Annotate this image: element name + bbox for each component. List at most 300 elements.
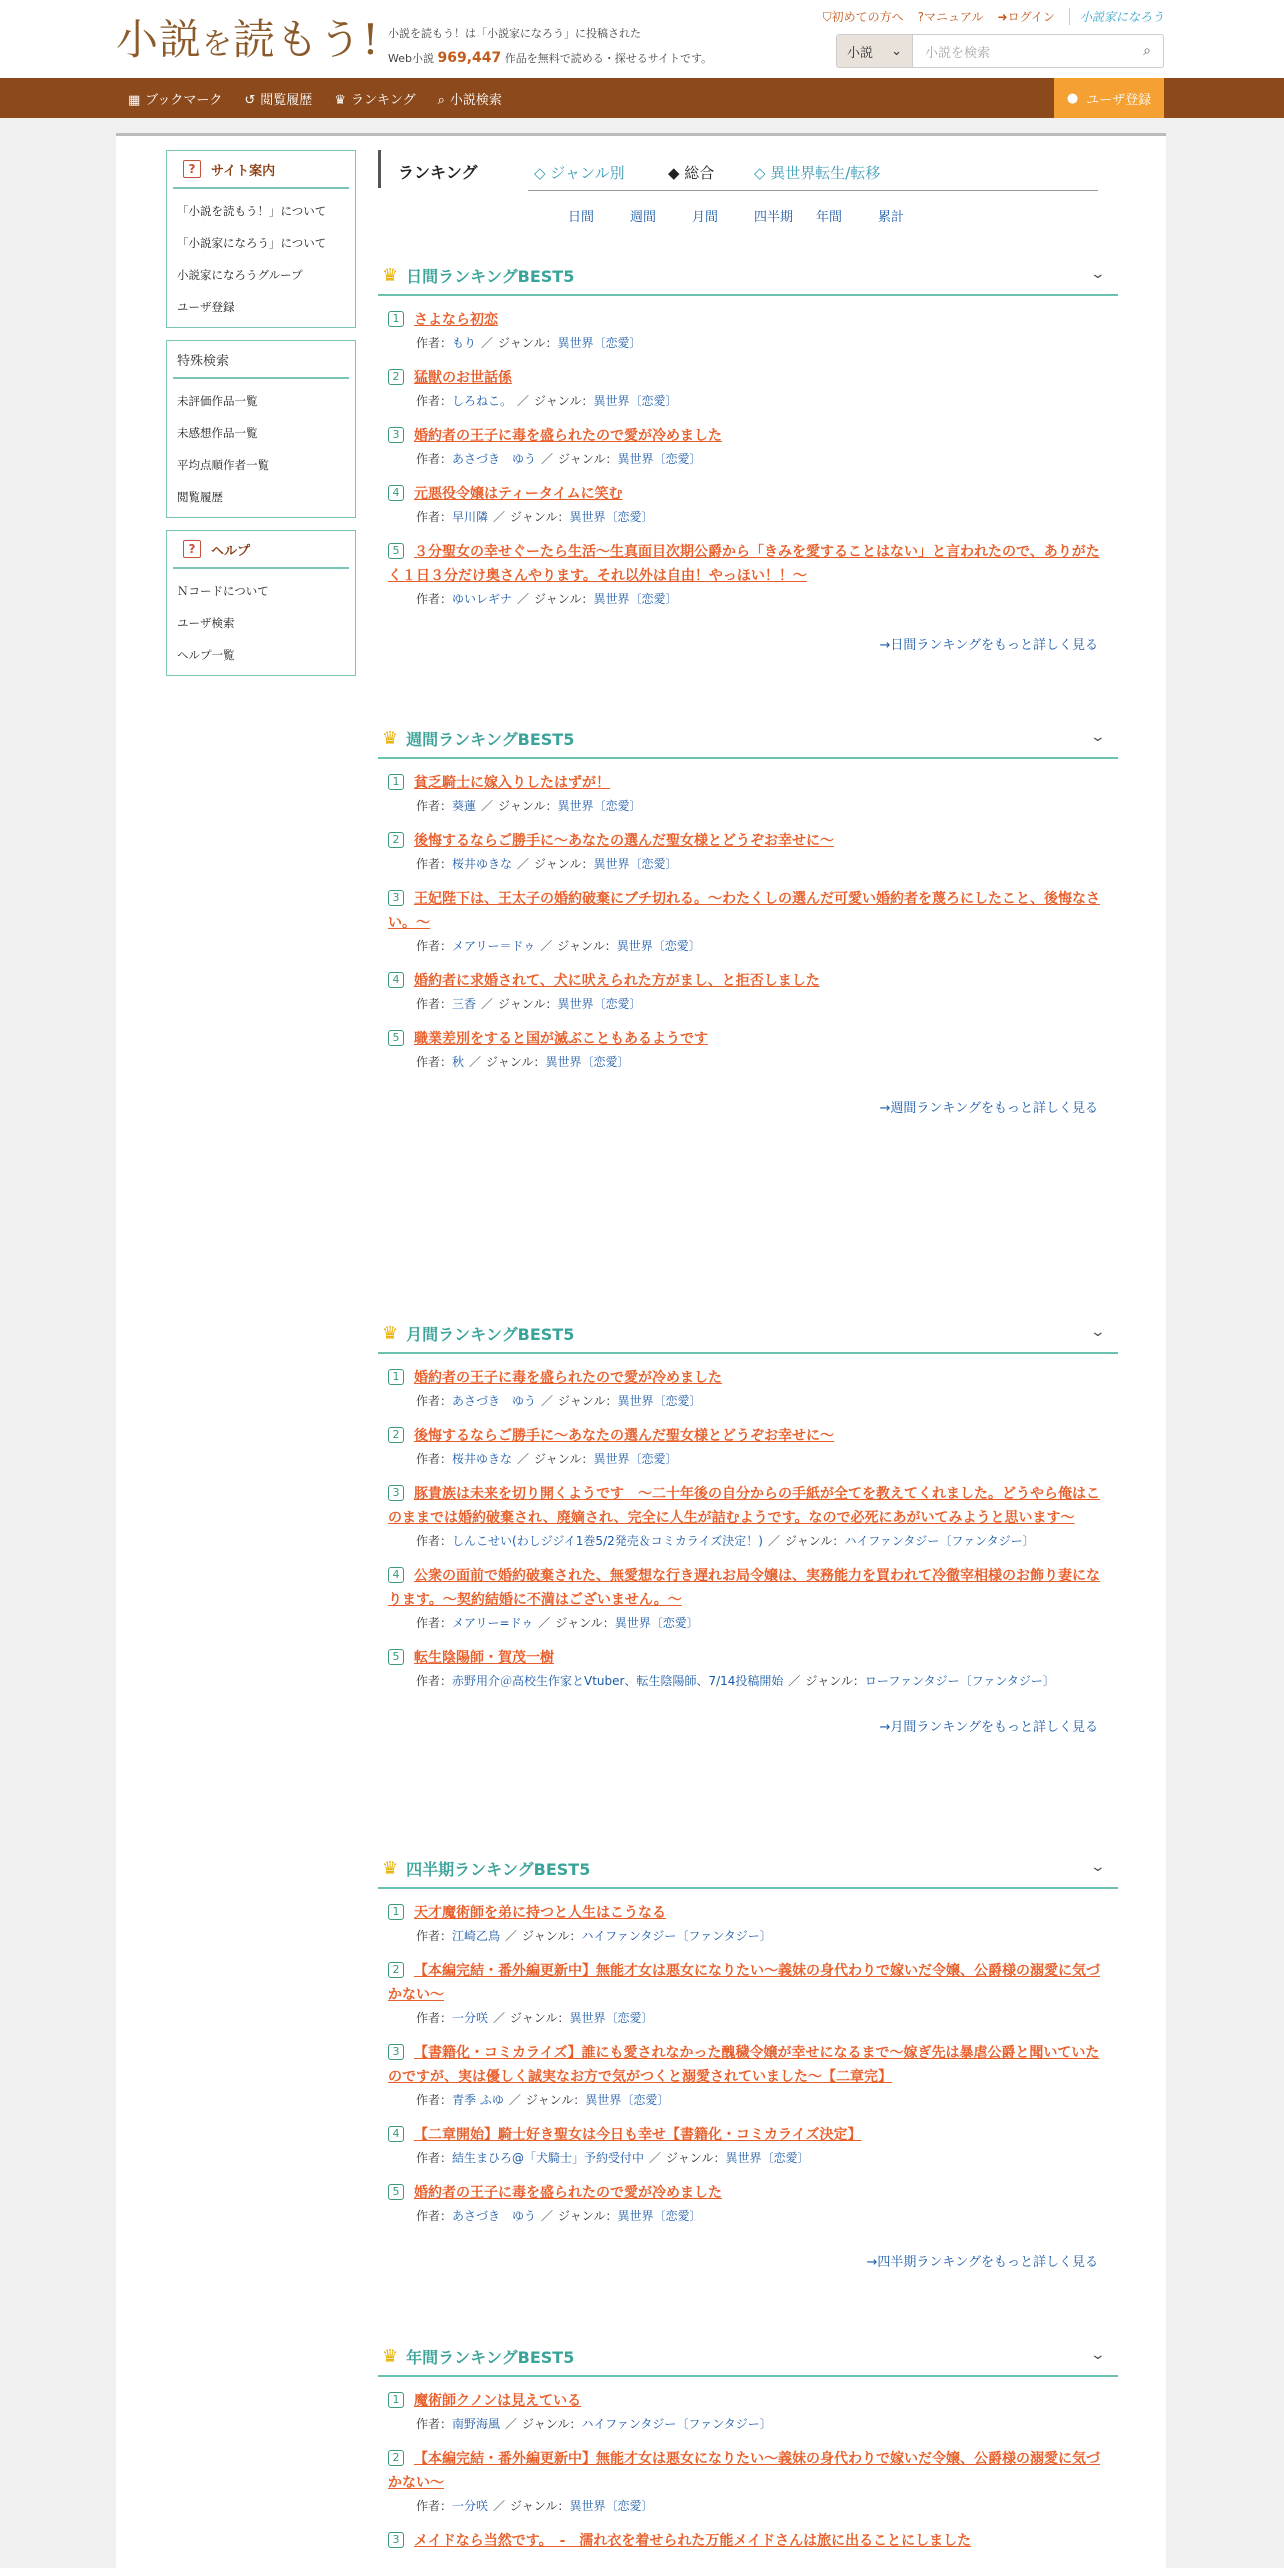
author-link[interactable]: あさづき ゆう	[452, 1394, 537, 1408]
author-label: 作者：	[416, 2011, 453, 2025]
author-label: 作者：	[416, 1929, 453, 1943]
tagline-line-2	[388, 46, 712, 71]
genre-label: ジャンル：	[522, 2417, 582, 2431]
section-title: 週間ランキングBEST5	[406, 729, 575, 749]
novel-meta	[388, 993, 1108, 1015]
ranking-item	[378, 887, 1118, 957]
section-header[interactable]	[378, 256, 1118, 296]
section-title: 月間ランキングBEST5	[406, 1324, 575, 1344]
ranking-item	[378, 1646, 1118, 1692]
bookmark-icon: ▦	[128, 92, 141, 108]
author-label: 作者：	[416, 1674, 453, 1688]
author-link[interactable]: 一分咲	[452, 2499, 489, 2513]
crown-icon: ♛	[334, 92, 346, 108]
author-label: 作者：	[416, 997, 453, 1011]
period-monthly[interactable]: 月間	[692, 210, 719, 225]
novel-title-link[interactable]: 王妃陛下は、王太子の婚約破棄にブチ切れる。～わたくしの選んだ可愛い婚約者を蔑ろにしたこと、後悔なさい。～	[388, 891, 1100, 931]
ranking-section	[378, 719, 1118, 1116]
chevron-down-icon: ⌄	[891, 43, 902, 59]
novel-title-link[interactable]: ３分聖女の幸せぐーたら生活〜生真面目次期公爵から「きみを愛することはない」と言われたので、ありがたく１日３分だけ奥さんやります。それ以外は自由！やっほい！！〜	[388, 544, 1100, 584]
novel-title-link[interactable]: 公衆の面前で婚約破棄された、無愛想な行き遅れお局令嬢は、実務能力を買われて冷徹宰相様のお飾り妻になります。～契約結婚に不満はございません。～	[388, 1568, 1100, 1608]
section-title: 四半期ランキングBEST5	[406, 1859, 591, 1879]
ranking-item	[378, 366, 1118, 412]
novel-meta	[388, 1925, 1108, 1947]
genre-label: ジャンル：	[534, 592, 594, 606]
crown-icon: ♛	[382, 264, 399, 286]
genre-link[interactable]: ハイファンタジー〔ファンタジー〕	[581, 2417, 772, 2431]
genre-label: ジャンル：	[558, 2209, 618, 2223]
genre-label: ジャンル：	[525, 2093, 586, 2107]
tab-genre[interactable]: ◇ ジャンル別	[534, 164, 625, 182]
ranking-item	[378, 2447, 1118, 2517]
ranking-item	[378, 771, 1118, 817]
separator: ／	[517, 394, 530, 408]
rank-number: 5	[388, 2184, 404, 2200]
genre-label: ジャンル：	[498, 997, 558, 1011]
novel-title-link[interactable]: 【書籍化・コミカライズ】誰にも愛されなかった醜穢令嬢が幸せになるまで〜嫁ぎ先は暴虐公爵と聞いていたのですが、実は優しく誠実なお方で気がつくと溺愛されていました〜【二章完】	[388, 2045, 1100, 2085]
author-label: 作者：	[416, 1616, 453, 1630]
author-label: 作者：	[416, 2151, 453, 2165]
ranking-item	[378, 1027, 1118, 1073]
section-header[interactable]	[378, 2337, 1118, 2377]
genre-link[interactable]: 異世界〔恋愛〕	[593, 857, 678, 871]
novel-meta	[388, 1051, 1108, 1073]
nav-bookmark-label: ブックマーク	[145, 92, 223, 108]
novel-title-link[interactable]: 転生陰陽師・賀茂一樹	[414, 1650, 554, 1666]
genre-link[interactable]: ハイファンタジー〔ファンタジー〕	[581, 1929, 772, 1943]
syosetu-logo-link[interactable]: 小説家になろう	[1069, 8, 1164, 25]
genre-link[interactable]: 異世界〔恋愛〕	[616, 939, 701, 953]
ranking-item	[378, 1959, 1118, 2029]
login-link-label: ログイン	[1007, 10, 1055, 24]
rank-number: 4	[388, 485, 404, 501]
chevron-down-icon[interactable]: ⌄	[1089, 266, 1107, 282]
question-icon: ?	[183, 160, 201, 178]
author-link[interactable]: メアリー＝ドゥ	[452, 939, 536, 953]
logo-text-1: 小説	[116, 15, 203, 64]
ranking-item	[378, 2529, 1118, 2553]
login-link[interactable]	[998, 8, 1055, 25]
period-daily[interactable]: 日間	[568, 210, 595, 225]
sidebar-guide	[166, 150, 356, 328]
search-bar	[836, 34, 1164, 68]
rank-number: 5	[388, 543, 404, 559]
separator: ／	[493, 510, 506, 524]
author-label: 作者：	[416, 857, 453, 871]
genre-label: ジャンル：	[534, 857, 594, 871]
rank-number: 3	[388, 2044, 404, 2060]
sidebar-item-avg-authors[interactable]: 平均点順作者一覧	[177, 458, 269, 472]
rank-number: 4	[388, 1567, 404, 1583]
genre-link[interactable]: 異世界〔恋愛〕	[569, 2011, 654, 2025]
novel-title-link[interactable]: 元悪役令嬢はティータイムに笑む	[414, 486, 623, 502]
separator: ／	[788, 1674, 801, 1688]
section-title: 年間ランキングBEST5	[406, 2347, 575, 2367]
novel-title-link[interactable]: 天才魔術師を弟に持つと人生はこうなる	[414, 1905, 666, 1921]
author-link[interactable]: 結生まひろ@「犬騎士」予約受付中	[452, 2151, 645, 2165]
chevron-down-icon[interactable]: ⌄	[1089, 729, 1107, 745]
more-ranking-link[interactable]: →四半期ランキングをもっと詳しく見る	[866, 2255, 1098, 2270]
genre-link[interactable]: 異世界〔恋愛〕	[614, 1616, 699, 1630]
separator: ／	[481, 799, 494, 813]
genre-label: ジャンル：	[498, 799, 558, 813]
ranking-item	[378, 1482, 1118, 1552]
novel-meta	[388, 853, 1108, 875]
sidebar-help-heading	[173, 531, 349, 569]
sidebar-item-register[interactable]: ユーザ登録	[177, 300, 235, 314]
novel-title-link[interactable]: 【本編完結・番外編更新中】無能才女は悪女になりたい～義妹の身代わりで嫁いだ令嬢、公爵様の溺愛に気づかない～	[388, 1963, 1100, 2003]
ranking-item	[378, 2181, 1118, 2227]
ranking-item	[378, 1366, 1118, 1412]
ranking-section	[378, 2337, 1118, 2553]
genre-label: ジャンル：	[534, 1452, 594, 1466]
sidebar-item-help-list[interactable]: ヘルプ一覧	[177, 648, 235, 662]
ranking-tabs	[378, 150, 1098, 188]
separator: ／	[481, 997, 494, 1011]
author-link[interactable]: 葵蓮	[452, 799, 477, 813]
rank-number: 2	[388, 369, 404, 385]
novel-meta	[388, 2089, 1108, 2111]
genre-label: ジャンル：	[510, 2499, 570, 2513]
author-link[interactable]: あさづき ゆう	[452, 2209, 537, 2223]
novel-meta	[388, 506, 1108, 528]
nav-ranking-label: ランキング	[350, 92, 416, 108]
author-link[interactable]: 南野海風	[452, 2417, 501, 2431]
separator: ／	[517, 592, 530, 606]
separator: ／	[540, 939, 553, 953]
period-links	[568, 206, 940, 225]
genre-link[interactable]: 異世界〔恋愛〕	[725, 2151, 810, 2165]
novel-title-link[interactable]: 【二章開始】騎士好き聖女は今日も幸せ【書籍化・コミカライズ決定】	[414, 2127, 862, 2143]
period-yearly[interactable]: 年間	[816, 210, 843, 225]
separator: ／	[538, 1616, 551, 1630]
sidebar-help	[166, 530, 356, 676]
chevron-down-icon[interactable]: ⌄	[1089, 1859, 1107, 1875]
genre-link[interactable]: 異世界〔恋愛〕	[557, 997, 642, 1011]
nav-history-label: 閲覧履歴	[260, 92, 313, 108]
ranking-item	[378, 482, 1118, 528]
genre-label: ジャンル：	[558, 1394, 618, 1408]
author-label: 作者：	[416, 2093, 453, 2107]
tagline-line-1: 小説を読もう！は「小説家になろう」に投稿された	[388, 27, 641, 40]
search-icon: ⌕	[437, 92, 445, 108]
chevron-down-icon[interactable]: ⌄	[1089, 2347, 1107, 2363]
chevron-down-icon[interactable]: ⌄	[1089, 1324, 1107, 1340]
novel-meta	[388, 1612, 1108, 1634]
register-button[interactable]	[1054, 78, 1164, 118]
novel-meta	[388, 390, 1108, 412]
novel-title-link[interactable]: 魔術師クノンは見えている	[414, 2393, 582, 2409]
genre-link[interactable]: 異世界〔恋愛〕	[593, 394, 678, 408]
nav-search-label: 小説検索	[449, 92, 502, 108]
genre-link[interactable]: 異世界〔恋愛〕	[617, 1394, 702, 1408]
sidebar-special	[166, 340, 356, 518]
genre-label: ジャンル：	[498, 336, 558, 350]
novel-meta	[388, 2205, 1108, 2227]
ranking-item	[378, 969, 1118, 1015]
genre-link[interactable]: 異世界〔恋愛〕	[569, 510, 654, 524]
rank-number: 2	[388, 2450, 404, 2466]
novel-meta	[388, 2413, 1108, 2435]
novel-title-link[interactable]: 職業差別をすると国が滅ぶこともあるようです	[414, 1031, 708, 1047]
novel-meta	[388, 1670, 1108, 1692]
novel-title-link[interactable]: 猛獣のお世話係	[414, 370, 512, 386]
rank-number: 4	[388, 972, 404, 988]
genre-label: ジャンル：	[557, 939, 617, 953]
author-label: 作者：	[416, 336, 453, 350]
tab-total[interactable]: ◆ 総合	[668, 164, 715, 182]
logo-text-2: を	[202, 27, 234, 62]
novel-meta	[388, 1448, 1108, 1470]
author-label: 作者：	[416, 592, 453, 606]
genre-link[interactable]: ローファンタジー〔ファンタジー〕	[864, 1674, 1055, 1688]
genre-label: ジャンル：	[784, 1534, 845, 1548]
sidebar-item-about-yomou[interactable]: 「小説を読もう！」について	[177, 204, 327, 218]
rank-number: 3	[388, 427, 404, 443]
author-label: 作者：	[416, 394, 453, 408]
genre-label: ジャンル：	[522, 1929, 582, 1943]
sidebar-item-user-search[interactable]: ユーザ検索	[177, 616, 235, 630]
manual-link-label: マニュアル	[923, 10, 984, 24]
sidebar-item-about-narou[interactable]: 「小説家になろう」について	[177, 236, 327, 250]
section-title: 日間ランキングBEST5	[406, 266, 575, 286]
novel-title-link[interactable]: 豚貴族は未来を切り開くようです ～二十年後の自分からの手紙が全てを教えてくれました。どうやら俺はこのままでは婚約破棄され、廃嫡され、完全に人生が詰むようです。なので必死にあがいてみようと思います～	[388, 1486, 1100, 1526]
ranking-section	[378, 1849, 1118, 2270]
novel-meta	[388, 795, 1108, 817]
register-label: ユーザ登録	[1086, 92, 1152, 108]
genre-label: ジャンル：	[534, 394, 594, 408]
tagline-rest: 作品を無料で読める・探せるサイトです。	[504, 52, 713, 65]
author-label: 作者：	[416, 1534, 453, 1548]
separator: ／	[493, 2011, 506, 2025]
login-icon: ➜	[997, 10, 1008, 24]
separator: ／	[541, 452, 554, 466]
author-link[interactable]: もり	[452, 336, 477, 350]
novel-title-link[interactable]: 貧乏騎士に嫁入りしたはずが！	[414, 775, 610, 791]
genre-link[interactable]: 異世界〔恋愛〕	[617, 2209, 702, 2223]
rank-number: 2	[388, 1427, 404, 1443]
novel-title-link[interactable]: さよなら初恋	[414, 312, 498, 328]
novel-title-link[interactable]: 婚約者の王子に毒を盛られたので愛が冷めました	[414, 2185, 722, 2201]
separator: ／	[541, 2209, 554, 2223]
site-header	[0, 0, 1284, 78]
rank-number: 4	[388, 2126, 404, 2142]
period-weekly[interactable]: 週間	[630, 210, 657, 225]
tagline-web: Web小説	[388, 52, 434, 65]
author-link[interactable]: 早川隣	[452, 510, 489, 524]
ranking-item	[378, 424, 1118, 470]
content-area	[116, 133, 1166, 2568]
ranking-item	[378, 1901, 1118, 1947]
manual-link[interactable]	[918, 8, 984, 25]
nav-ranking[interactable]	[334, 89, 415, 108]
more-ranking-link[interactable]: →月間ランキングをもっと詳しく見る	[879, 1720, 1098, 1735]
rank-number: 1	[388, 774, 404, 790]
search-input[interactable]: 小説を検索	[925, 45, 991, 61]
separator: ／	[767, 1534, 780, 1548]
sidebar-help-title: ヘルプ	[211, 543, 251, 559]
separator: ／	[517, 857, 530, 871]
novel-title-link[interactable]: 婚約者の王子に毒を盛られたので愛が冷めました	[414, 1370, 722, 1386]
novel-title-link[interactable]: 【本編完結・番外編更新中】無能才女は悪女になりたい～義妹の身代わりで嫁いだ令嬢、公爵様の溺愛に気づかない～	[388, 2451, 1100, 2491]
ranking-section	[378, 1314, 1118, 1735]
author-label: 作者：	[416, 2417, 453, 2431]
rank-number: 2	[388, 1962, 404, 1978]
rank-number: 3	[388, 890, 404, 906]
ranking-item	[378, 1564, 1118, 1634]
sidebar-item-group[interactable]: 小説家になろうグループ	[177, 268, 303, 282]
page-title: ランキング	[398, 163, 478, 182]
author-link[interactable]: しろねこ。	[452, 394, 513, 408]
novel-meta	[388, 588, 1108, 610]
rank-number: 1	[388, 1904, 404, 1920]
main-nav	[0, 78, 1284, 118]
sidebar-item-history[interactable]: 閲覧履歴	[177, 490, 223, 504]
genre-label: ジャンル：	[510, 2011, 570, 2025]
work-count: 969,447	[437, 50, 502, 66]
novel-title-link[interactable]: 婚約者に求婚されて、犬に吠えられた方がまし、と拒否しました	[414, 973, 820, 989]
novel-meta	[388, 1390, 1108, 1412]
genre-link[interactable]: 異世界〔恋愛〕	[617, 452, 702, 466]
author-link[interactable]: 赤野用介＠高校生作家とVtuber、転生陰陽師、7/14投稿開始	[452, 1674, 784, 1688]
more-ranking-link[interactable]: →日間ランキングをもっと詳しく見る	[879, 638, 1098, 653]
sidebar-item-unreviewed[interactable]: 未感想作品一覧	[177, 426, 258, 440]
genre-label: ジャンル：	[486, 1055, 546, 1069]
author-label: 作者：	[416, 1055, 453, 1069]
author-label: 作者：	[416, 939, 453, 953]
nav-search[interactable]	[438, 89, 502, 108]
rank-number: 1	[388, 1369, 404, 1385]
nav-history[interactable]	[244, 89, 312, 108]
author-label: 作者：	[416, 799, 453, 813]
ranking-item	[378, 829, 1118, 875]
history-icon: ↺	[244, 92, 256, 108]
author-link[interactable]: 青季 ふゆ	[452, 2093, 504, 2107]
ranking-item	[378, 308, 1118, 354]
top-links	[823, 8, 1164, 25]
genre-link[interactable]: 異世界〔恋愛〕	[593, 1452, 678, 1466]
sidebar-item-ncode[interactable]: Ｎコードについて	[177, 584, 269, 598]
rank-number: 1	[388, 311, 404, 327]
author-link[interactable]: ゆいレギナ	[452, 592, 513, 606]
crown-icon: ♛	[382, 1857, 399, 1879]
section-header[interactable]	[378, 1314, 1118, 1354]
crown-icon: ♛	[382, 1322, 399, 1344]
genre-link[interactable]: 異世界〔恋愛〕	[585, 2093, 670, 2107]
nav-bookmark[interactable]	[128, 89, 222, 108]
search-icon[interactable]: ⌕	[1143, 43, 1151, 59]
genre-link[interactable]: ハイファンタジー〔ファンタジー〕	[844, 1534, 1035, 1548]
genre-link[interactable]: 異世界〔恋愛〕	[557, 336, 642, 350]
rank-number: 3	[388, 1485, 404, 1501]
author-link[interactable]: 一分咲	[452, 2011, 489, 2025]
author-label: 作者：	[416, 1452, 453, 1466]
author-link[interactable]: 桜井ゆきな	[452, 857, 513, 871]
section-header[interactable]	[378, 1849, 1118, 1889]
ranking-item	[378, 2389, 1118, 2435]
separator: ／	[649, 2151, 662, 2165]
sidebar-item-unrated[interactable]: 未評価作品一覧	[177, 394, 258, 408]
separator: ／	[508, 2093, 521, 2107]
section-header[interactable]	[378, 719, 1118, 759]
author-label: 作者：	[416, 1394, 453, 1408]
novel-title-link[interactable]: 後悔するならご勝手に～あなたの選んだ聖女様とどうぞお幸せに～	[414, 833, 834, 849]
genre-label: ジャンル：	[805, 1674, 865, 1688]
question-icon: ?	[183, 540, 201, 558]
separator: ／	[493, 2499, 506, 2513]
sidebar-guide-heading	[173, 151, 349, 189]
beginner-link[interactable]	[823, 8, 904, 25]
novel-meta	[388, 935, 1108, 957]
author-link[interactable]: メアリー=ドゥ	[452, 1616, 534, 1630]
novel-meta	[388, 1530, 1108, 1552]
novel-title-link[interactable]: メイドなら当然です。 - 濡れ衣を着せられた万能メイドさんは旅に出ることにしました	[414, 2533, 972, 2549]
author-link[interactable]: 三香	[452, 997, 477, 1011]
book-icon: ⛉	[822, 10, 832, 24]
period-total[interactable]: 累計	[878, 210, 905, 225]
separator: ／	[541, 1394, 554, 1408]
site-logo[interactable]	[116, 14, 380, 71]
rank-number: 1	[388, 2392, 404, 2408]
ranking-item	[378, 540, 1118, 610]
author-label: 作者：	[416, 2209, 453, 2223]
author-label: 作者：	[416, 510, 453, 524]
separator: ／	[481, 336, 494, 350]
ranking-item	[378, 1424, 1118, 1470]
tab-isekai[interactable]: ◇ 異世界転生/転移	[754, 164, 881, 182]
genre-link[interactable]: 異世界〔恋愛〕	[557, 799, 642, 813]
more-ranking-link[interactable]: →週間ランキングをもっと詳しく見る	[879, 1101, 1098, 1116]
novel-title-link[interactable]: 後悔するならご勝手に～あなたの選んだ聖女様とどうぞお幸せに～	[414, 1428, 834, 1444]
tagline	[388, 22, 712, 71]
separator: ／	[505, 1929, 518, 1943]
ranking-item	[378, 2041, 1118, 2111]
author-link[interactable]: 桜井ゆきな	[452, 1452, 513, 1466]
novel-meta	[388, 332, 1108, 354]
novel-meta	[388, 448, 1108, 470]
beginner-link-label: 初めての方へ	[831, 10, 904, 24]
search-type-value: 小説	[847, 45, 874, 61]
ranking-section	[378, 256, 1118, 653]
author-link[interactable]: 秋	[452, 1055, 465, 1069]
genre-label: ジャンル：	[558, 452, 618, 466]
user-icon: ●	[1066, 90, 1079, 106]
genre-link[interactable]: 異世界〔恋愛〕	[545, 1055, 630, 1069]
author-link[interactable]: しんこせい(わしジジイ1巻5/2発売＆コミカライズ決定！)	[452, 1534, 763, 1548]
tab-underline	[528, 190, 1098, 191]
author-link[interactable]: あさづき ゆう	[452, 452, 537, 466]
separator: ／	[469, 1055, 482, 1069]
genre-link[interactable]: 異世界〔恋愛〕	[569, 2499, 654, 2513]
novel-meta	[388, 2007, 1108, 2029]
genre-link[interactable]: 異世界〔恋愛〕	[593, 592, 678, 606]
rank-number: 3	[388, 2532, 404, 2548]
sidebar-special-heading: 特殊検索	[173, 341, 349, 379]
author-label: 作者：	[416, 2499, 453, 2513]
sidebar-guide-title: サイト案内	[211, 163, 276, 179]
crown-icon: ♛	[382, 727, 399, 749]
author-link[interactable]: 江崎乙鳥	[452, 1929, 501, 1943]
period-quarterly[interactable]: 四半期	[754, 210, 794, 225]
novel-meta	[388, 2495, 1108, 2517]
novel-title-link[interactable]: 婚約者の王子に毒を盛られたので愛が冷めました	[414, 428, 722, 444]
rank-number: 5	[388, 1649, 404, 1665]
crown-icon: ♛	[382, 2345, 399, 2367]
ranking-item	[378, 2123, 1118, 2169]
search-type-select[interactable]	[837, 35, 913, 67]
genre-label: ジャンル：	[510, 510, 570, 524]
separator: ／	[517, 1452, 530, 1466]
